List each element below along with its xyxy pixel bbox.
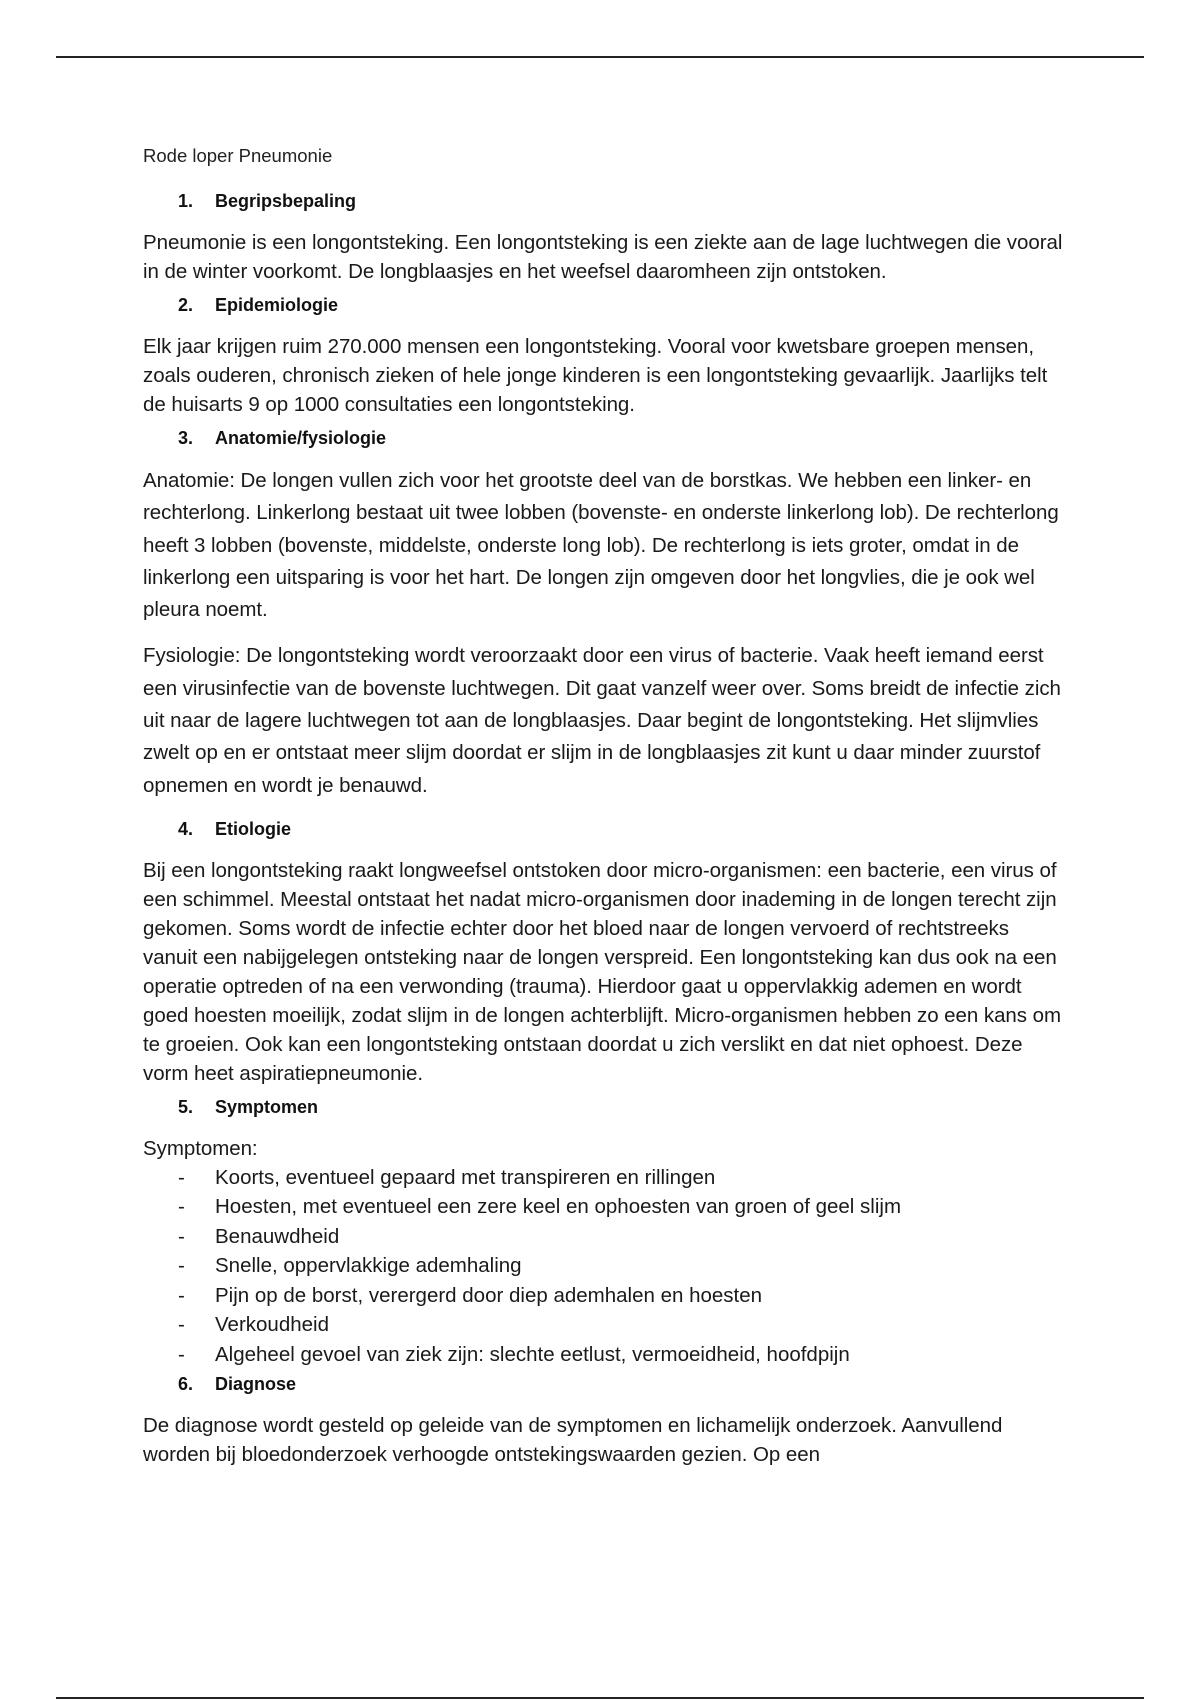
list-item: [143, 1163, 1063, 1193]
list-bullet: -: [178, 1313, 185, 1337]
section-number: 6.: [178, 1374, 194, 1395]
section-heading-begripsbepaling: [143, 188, 1063, 214]
section-title: Etiologie: [215, 818, 291, 839]
paragraph-fysiologie: Fysiologie: De longontsteking wordt veroorzaakt door een virus of bacterie. Vaak heeft iemand eerst een virusinfectie van de bovenste luchtwegen. Dit gaat vanzelf weer over. Soms breidt de infectie zich uit naar de lagere luchtwegen tot aan de longblaasjes. Daar begint de longontsteking. Het slijmvlies zwelt op en er ontstaat meer slijm doordat er slijm in de longblaasjes zit kunt u daar minder zuurstof opnemen en wordt je benauwd.: [143, 644, 1061, 797]
list-item-text: Snelle, oppervlakkige ademhaling: [215, 1254, 522, 1278]
paragraph-anatomie: Anatomie: De longen vullen zich voor het grootste deel van de borstkas. We hebben een linker- en rechterlong. Linkerlong bestaat uit twee lobben (bovenste- en onderste linkerlong lob). De rechterlong heeft 3 lobben (bovenste, middelste, onderste long lob). De rechterlong is iets groter, omdat in de linkerlong een uitsparing is voor het hart. De longen zijn omgeven door het longvlies, die je ook wel pleura noemt.: [143, 469, 1059, 622]
list-bullet: -: [178, 1195, 185, 1219]
list-item-text: Pijn op de borst, verergerd door diep ademhalen en hoesten: [215, 1283, 763, 1307]
section-heading-epidemiologie: [143, 292, 1063, 318]
header-rule: [56, 56, 1144, 58]
list-item-text: Koorts, eventueel gepaard met transpireren en rillingen: [215, 1165, 716, 1189]
section-number: 1.: [178, 191, 194, 211]
section-heading-diagnose: [143, 1371, 1063, 1397]
list-bullet: -: [178, 1283, 185, 1307]
section-number: 2.: [178, 295, 194, 315]
section-heading-anatomie-fysiologie: [143, 425, 1063, 451]
footer-rule: [56, 1697, 1144, 1699]
document-body: [143, 142, 1063, 1475]
list-bullet: -: [178, 1254, 185, 1278]
section-title: Epidemiologie: [215, 295, 339, 315]
paragraph-diagnose: De diagnose wordt gesteld op geleide van de symptomen en lichamelijk onderzoek. Aanvullend worden bij bloedonderzoek verhoogde ontstekingswaarden gezien. Op een: [143, 1414, 1003, 1467]
section-heading-etiologie: [143, 816, 1063, 842]
list-item: [143, 1340, 1063, 1370]
section-number: 3.: [178, 428, 194, 448]
section-title: Symptomen: [215, 1096, 319, 1117]
document-title: Rode loper Pneumonie: [143, 145, 333, 166]
list-bullet: -: [178, 1224, 185, 1248]
list-item: [143, 1281, 1063, 1311]
list-item: [143, 1192, 1063, 1222]
section-title: Begripsbepaling: [215, 191, 357, 211]
list-bullet: -: [178, 1342, 185, 1366]
list-item-text: Algeheel gevoel van ziek zijn: slechte eetlust, vermoeidheid, hoofdpijn: [215, 1342, 850, 1366]
paragraph-begripsbepaling: Pneumonie is een longontsteking. Een longontsteking is een ziekte aan de lage luchtwegen die vooral in de winter voorkomt. De longblaasjes en het weefsel daaromheen zijn ontstoken.: [143, 231, 1063, 283]
section-number: 4.: [178, 818, 194, 839]
section-title: Anatomie/fysiologie: [215, 428, 387, 448]
symptoms-intro: Symptomen:: [143, 1136, 258, 1160]
section-number: 5.: [178, 1096, 194, 1117]
list-item: [143, 1251, 1063, 1281]
list-bullet: -: [178, 1165, 185, 1189]
list-item-text: Verkoudheid: [215, 1313, 329, 1337]
list-item: [143, 1310, 1063, 1340]
list-item-text: Hoesten, met eventueel een zere keel en ophoesten van groen of geel slijm: [215, 1195, 902, 1219]
list-item: [143, 1222, 1063, 1252]
symptoms-list: [143, 1163, 1063, 1370]
section-title: Diagnose: [215, 1374, 297, 1395]
paragraph-etiologie: Bij een longontsteking raakt longweefsel ontstoken door micro-organismen: een bacterie, een virus of een schimmel. Meestal ontstaat het nadat micro-organismen door inademing in de longen terecht zijn gekomen. Soms wordt de infectie echter door het bloed naar de longen vervoerd of rechtstreeks vanuit een nabijgelegen ontsteking naar de longen verspreid. Een longontsteking kan dus ook na een operatie optreden of na een verwonding (trauma). Hierdoor gaat u oppervlakkig ademen en wordt goed hoesten moeilijk, zodat slijm in de longen achterblijft. Micro-organismen hebben zo een kans om te groeien. Ook kan een longontsteking ontstaan doordat u zich verslikt en dat niet ophoest. Deze vorm heet aspiratiepneumonie.: [143, 858, 1062, 1085]
paragraph-epidemiologie: Elk jaar krijgen ruim 270.000 mensen een longontsteking. Vooral voor kwetsbare groepen mensen, zoals ouderen, chronisch zieken of hele jonge kinderen is een longontsteking gevaarlijk. Jaarlijks telt de huisarts 9 op 1000 consultaties een longontsteking.: [143, 335, 1048, 416]
section-heading-symptomen: [143, 1094, 1063, 1120]
list-item-text: Benauwdheid: [215, 1224, 340, 1248]
